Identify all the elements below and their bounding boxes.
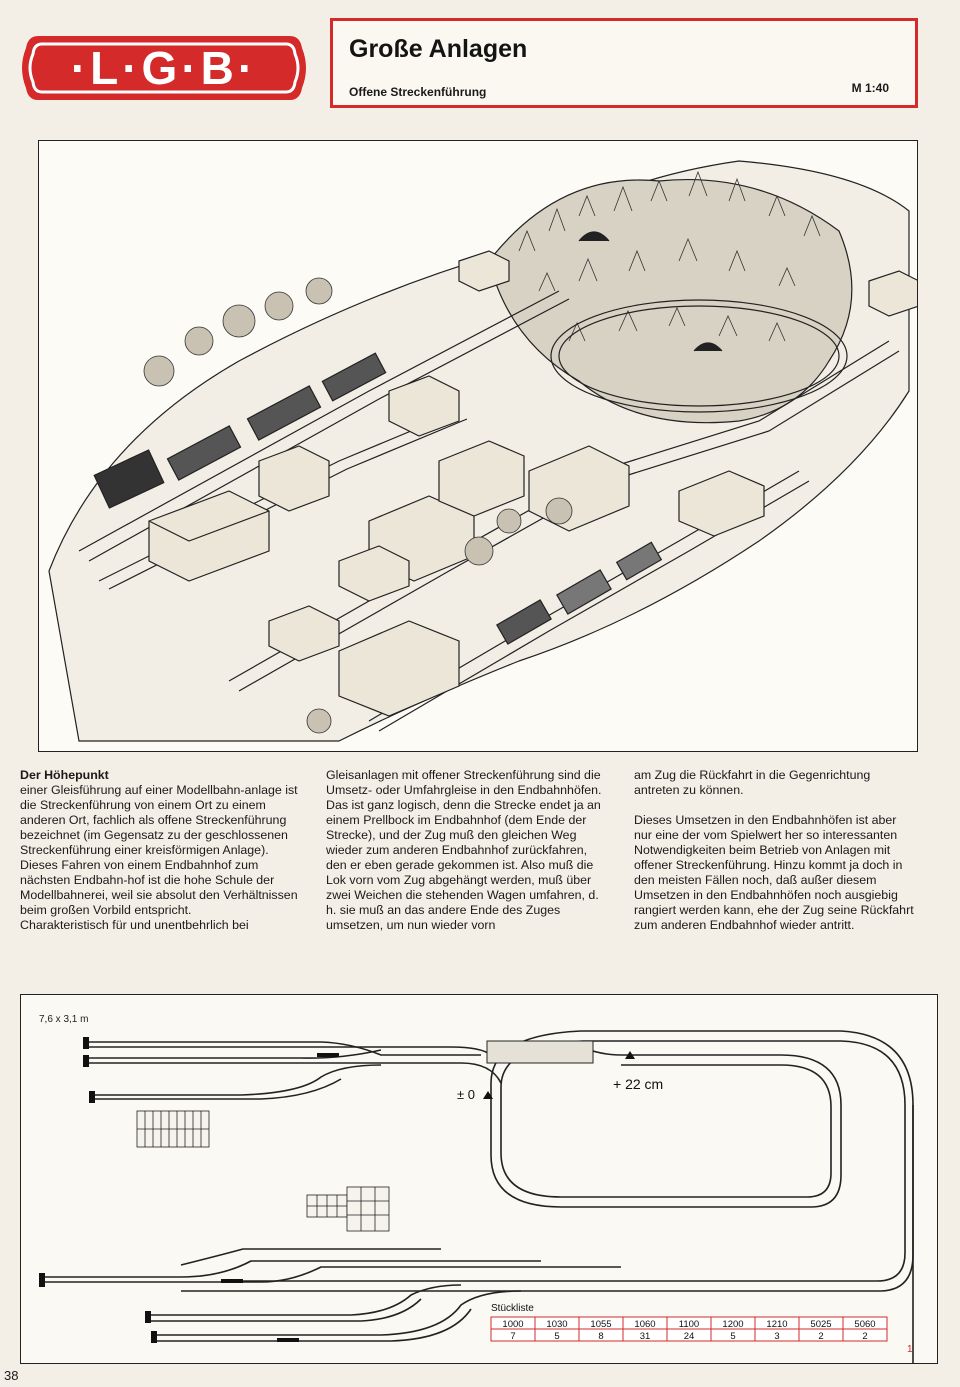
scale-label: M 1:40 — [851, 81, 889, 95]
page-subtitle: Offene Streckenführung — [349, 85, 487, 99]
parts-list-count-cell: 2 — [862, 1331, 868, 1342]
elevation-high-label: + 22 cm — [613, 1076, 664, 1092]
parts-list-header-cell: 5025 — [810, 1319, 832, 1330]
article-heading: Der Höhepunkt — [20, 768, 109, 782]
parts-list-header-cell: 1060 — [634, 1319, 656, 1330]
parts-list-header-cell: 1030 — [546, 1319, 568, 1330]
parts-list-count-cell: 2 — [818, 1331, 824, 1342]
parts-list-header-cell: 1100 — [678, 1319, 700, 1330]
article-column-3 — [634, 768, 917, 933]
layout-illustration — [38, 140, 918, 752]
parts-list-table — [491, 1317, 887, 1342]
article-column-2 — [326, 768, 609, 933]
header-box — [330, 18, 918, 108]
parts-list-count-cell: 3 — [774, 1331, 780, 1342]
article-column-1 — [20, 768, 303, 933]
parts-list-header-cell: 1055 — [590, 1319, 612, 1330]
article-paragraph: am Zug die Rückfahrt in die Gegenrichtung antreten zu können. — [634, 768, 871, 797]
parts-list-count-cell: 31 — [639, 1331, 651, 1342]
track-plan-diagram — [21, 995, 937, 1363]
parts-list-count-cell: 5 — [730, 1331, 736, 1342]
parts-list-header-cell: 1200 — [722, 1319, 744, 1330]
parts-list-title: Stückliste — [491, 1303, 534, 1314]
lgb-logo — [18, 22, 310, 114]
parts-list-count-cell: 8 — [598, 1331, 604, 1342]
parts-list-count-cell: 7 — [510, 1331, 516, 1342]
layout-drawing — [39, 141, 917, 751]
article-paragraph: Gleisanlagen mit offener Streckenführung sind die Umsetz- oder Umfahrgleise in den Endbahnhöfen. Das ist ganz logisch, denn die Strecke endet ja an einem Prellbock im Endbahnhof (dem Ende der Strecke), und der Zug muß den gleichen Weg wieder zum anderen Endbahnhof zurückfahren, den er eben gerade gekommen ist. Also muß die Lok vorn vom Zug abgehängt werden, muß über zwei Weichen die stehenden Wagen umfahren, d. h. sie muß an das andere Ende des Zuges umsetzen, um nun wieder vorn — [326, 768, 602, 932]
parts-list-header-cell: 1000 — [502, 1319, 524, 1330]
plan-dimensions: 7,6 x 3,1 m — [39, 1014, 89, 1025]
parts-list-count-cell: 5 — [554, 1331, 560, 1342]
parts-list-header-cell: 5060 — [854, 1319, 876, 1330]
article-paragraph: einer Gleisführung auf einer Modellbahn-anlage ist die Streckenführung von einem Ort zu einem anderen Ort, fachlich als offene Streckenführung bezeichnet (im Gegensatz zu der geschlossenen Streckenführung einer kreisförmigen Anlage). Dieses Fahren von einem Endbahnhof zum nächsten Endbahn-hof ist die hohe Schule der Modellbahnerei, weil sie absolut den Verhältnissen beim großen Vorbild entspricht. — [20, 783, 298, 917]
page-number: 38 — [4, 1368, 19, 1383]
article-paragraph: Dieses Umsetzen in den Endbahnhöfen ist aber nur eine der vom Spielwert her so interessanten Notwendigkeiten beim Betrieb von Anlagen mit offener Streckenführung. Hinzu kommt ja doch in den meisten Fällen noch, daß außer diesem Umsetzen in den Endbahnhöfen noch ausgiebig rangiert werden kann, ehe der Zug seine Rückfahrt zum anderen Endbahnhof wieder antritt. — [634, 813, 914, 932]
track-plan — [20, 994, 938, 1364]
plan-footnote: 1 — [907, 1344, 913, 1355]
page-title: Große Anlagen — [349, 35, 528, 63]
svg-text:·L·G·B·: ·L·G·B· — [70, 42, 258, 94]
parts-list-count-cell: 24 — [683, 1331, 695, 1342]
article-paragraph: Charakteristisch für und unentbehrlich bei — [20, 918, 249, 932]
parts-list-header-cell: 1210 — [766, 1319, 788, 1330]
elevation-low-label: ± 0 — [457, 1087, 475, 1102]
